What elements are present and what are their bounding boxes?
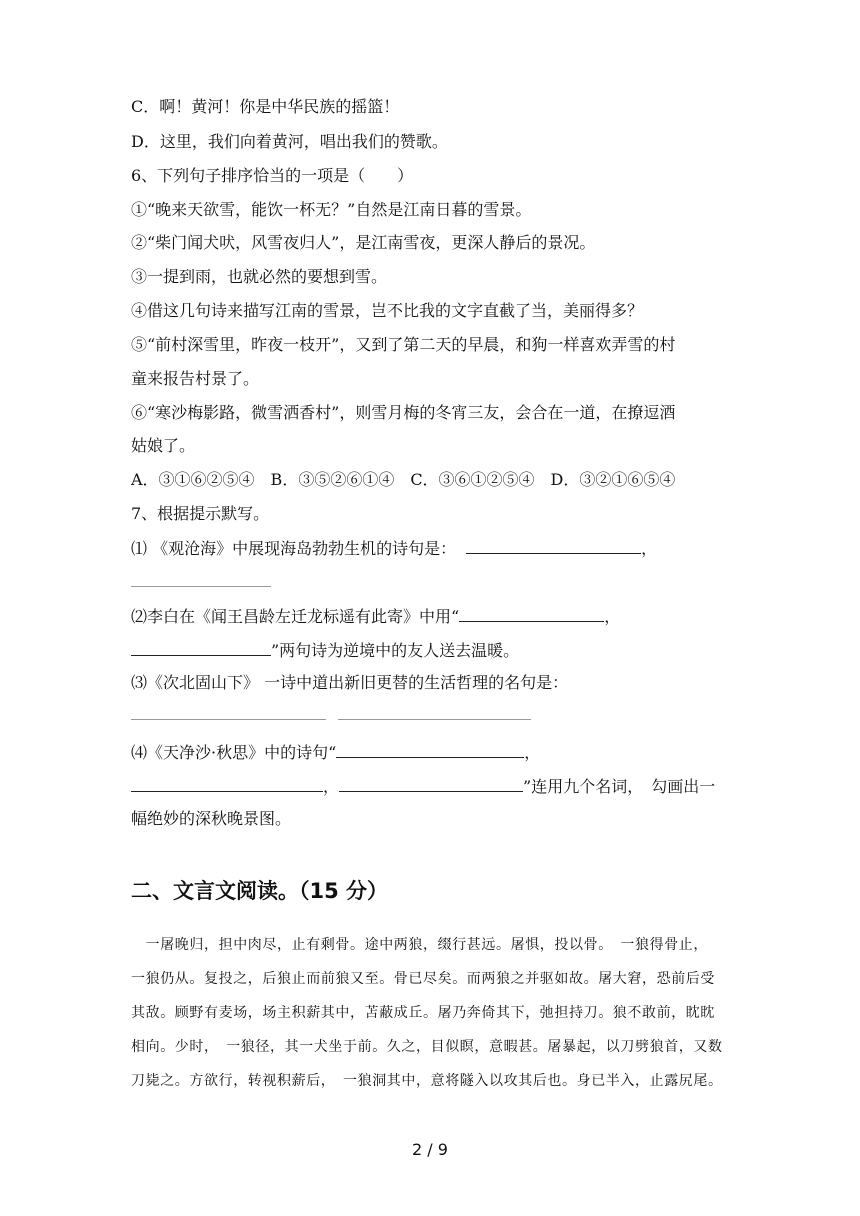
q7-part4-tail: ”连用九个名词， 勾画出一 [523,777,716,796]
q7-part1-prompt: ⑴ 《观沧海》中展现海岛勃勃生机的诗句是： [131,539,457,558]
comma: ， [524,743,541,762]
q6-stem: 6、下列句子排序恰当的一项是（ ） [131,166,414,185]
answer-blank[interactable] [131,640,271,656]
passage-line: 一狼仍从。复投之，后狼止而前狼又至。骨已尽矣。而两狼之并驱如故。屠大窘，恐前后受 [131,971,715,987]
passage-line: 其敌。顾野有麦场，场主积薪其中，苫蔽成丘。屠乃奔倚其下，弛担持刀。狼不敢前，眈眈 [131,1005,715,1021]
q7-part4-line3: 幅绝妙的深秋晚景图。 [131,809,292,828]
q6-sentence-5-line2: 童来报告村景了。 [131,369,260,388]
q7-part4 [131,742,540,763]
q7-part4-line2 [131,776,715,797]
q6-options: A．③①⑥②⑤④ B．③⑤②⑥①④ C．③⑥①②⑤④ D．③②①⑥⑤④ [131,470,676,489]
q7-part4-prompt: ⑷《天净沙·秋思》中的诗句“ [131,743,337,762]
q5-option-c: C．啊！黄河！你是中华民族的摇篮！ [131,97,400,116]
section-heading: 二、文言文阅读。（15 分） [131,879,389,903]
q6-sentence-1: ①“晚来天欲雪，能饮一杯无？”自然是江南日暮的雪景。 [131,200,532,219]
answer-blank[interactable] [336,742,524,758]
answer-blank[interactable] [459,606,604,622]
q7-part2-line2 [131,640,519,661]
comma: ， [604,607,621,626]
q7-part2-prompt: ⑵李白在《闻王昌龄左迁龙标遥有此寄》中用“ [131,607,460,626]
q7-part1 [131,538,657,559]
comma: ， [323,777,340,796]
answer-blank[interactable] [466,538,641,554]
q6-sentence-2: ②“柴门闻犬吠，风雪夜归人”，是江南雪夜，更深人静后的景况。 [131,233,596,252]
q7-part2-tail: ”两句诗为逆境中的友人送去温暖。 [271,641,520,660]
q6-sentence-6-line2: 姑娘了。 [131,436,196,455]
answer-blank[interactable] [131,704,326,720]
q6-sentence-4: ④借这几句诗来描写江南的雪景，岂不比我的文字直截了当，美丽得多？ [131,301,644,320]
page-number: 2 / 9 [412,1140,448,1159]
q7-part1-line2 [131,571,271,592]
q7-part3: ⑶《次北固山下》 一诗中道出新旧更替的生活哲理的名句是： [131,673,569,692]
answer-blank[interactable] [131,571,271,587]
q7-part2 [131,606,620,627]
q6-sentence-6-line1: ⑥“寒沙梅影路，微雪洒香村”，则雪月梅的冬宵三友，会合在一道，在撩逗酒 [131,403,676,422]
passage-line: 刀毙之。方欲行，转视积薪后， 一狼洞其中，意将隧入以攻其后也。身已半入，止露尻尾。 [131,1073,723,1089]
answer-blank[interactable] [131,776,323,792]
answer-blank[interactable] [339,776,523,792]
comma: ， [641,539,658,558]
q7-part3-line2 [131,704,531,725]
q5-option-d: D．这里，我们向着黄河，唱出我们的赞歌。 [131,132,448,151]
q7-stem: 7、根据提示默写。 [131,504,270,523]
passage-line: 相向。少时， 一狼径，其一犬坐于前。久之，目似瞑，意暇甚。屠暴起，以刀劈狼首，又数 [131,1039,723,1055]
answer-blank[interactable] [338,704,531,720]
passage-line: 一屠晚归，担中肉尽，止有剩骨。途中两狼，缀行甚远。屠惧，投以骨。 一狼得骨止， [131,937,708,953]
q6-sentence-5-line1: ⑤“前村深雪里，昨夜一枝开”，又到了第二天的早晨，和狗一样喜欢弄雪的村 [131,335,676,354]
q6-sentence-3: ③一提到雨，也就必然的要想到雪。 [131,267,388,286]
